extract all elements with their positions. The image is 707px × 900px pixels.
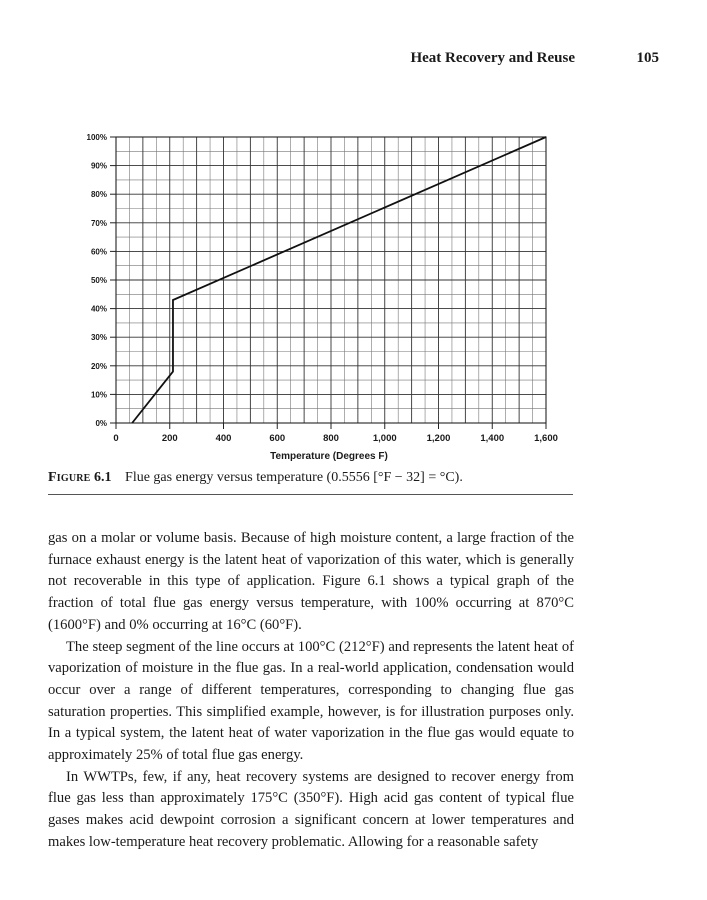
y-tick-label: 80%	[90, 190, 107, 200]
paragraph: gas on a molar or volume basis. Because of high moisture content, a large fraction of the furnace exhaust energy is the latent heat of vaporization of this water, which is generally not recoverable in this type of application. Figure 6.1 shows a typical graph of the fraction of total flue gas energy versus temperature, with 100% occurring at 870°C (1600°F) and 0% occurring at 16°C (60°F).	[48, 530, 574, 633]
y-tick-label: 70%	[90, 218, 107, 228]
x-tick-label: 800	[323, 433, 339, 444]
x-axis-label: Temperature (Degrees F)	[270, 451, 388, 462]
y-tick-label: 20%	[90, 361, 107, 371]
caption-rule	[48, 494, 573, 495]
y-tick-label: 30%	[90, 333, 107, 343]
y-tick-label: 60%	[90, 247, 107, 257]
running-title: Heat Recovery and Reuse	[410, 50, 575, 66]
y-tick-label: 100%	[86, 133, 107, 142]
figure-number: 6.1	[94, 470, 112, 485]
y-tick-label: 40%	[90, 304, 107, 314]
y-tick-label: 0%	[95, 419, 107, 428]
y-tick-label: 50%	[90, 276, 107, 285]
figure-caption	[48, 470, 463, 486]
y-tick-label: 90%	[90, 161, 107, 171]
y-tick-label: 10%	[90, 390, 107, 400]
page-number: 105	[636, 50, 659, 66]
paragraph: The steep segment of the line occurs at 100°C (212°F) and represents the latent heat of vaporization of moisture in the flue gas. In a real-world application, condensation would occur over a range of different temperatures, corresponding to changing flue gas saturation properties. This simplified example, however, is for illustration purposes only. In a typical system, the latent heat of water vaporization in the flue gas would equate to approximately 25% of total flue gas energy.	[48, 638, 574, 764]
x-tick-label: 400	[215, 433, 232, 444]
x-tick-label: 1,000	[372, 433, 397, 444]
x-tick-label: 200	[161, 433, 178, 444]
figure-label: Figure	[48, 470, 91, 485]
body-text	[48, 528, 574, 854]
x-tick-label: 600	[269, 433, 286, 444]
x-tick-label: 1,200	[426, 433, 451, 444]
x-tick-label: 1,400	[480, 433, 505, 444]
figure-caption-text: Flue gas energy versus temperature (0.5556 [°F − 32] = °C).	[125, 470, 463, 485]
paragraph: In WWTPs, few, if any, heat recovery systems are designed to recover energy from flue gas less than approximately 175°C (350°F). High acid gas content of typical flue gases makes acid dewpoint corrosion a significant concern at lower temperatures and makes low-temperature heat recovery problematic. Allowing for a reasonable safety	[48, 768, 574, 850]
x-tick-label: 1,600	[534, 433, 558, 444]
x-tick-label: 0	[113, 433, 119, 444]
